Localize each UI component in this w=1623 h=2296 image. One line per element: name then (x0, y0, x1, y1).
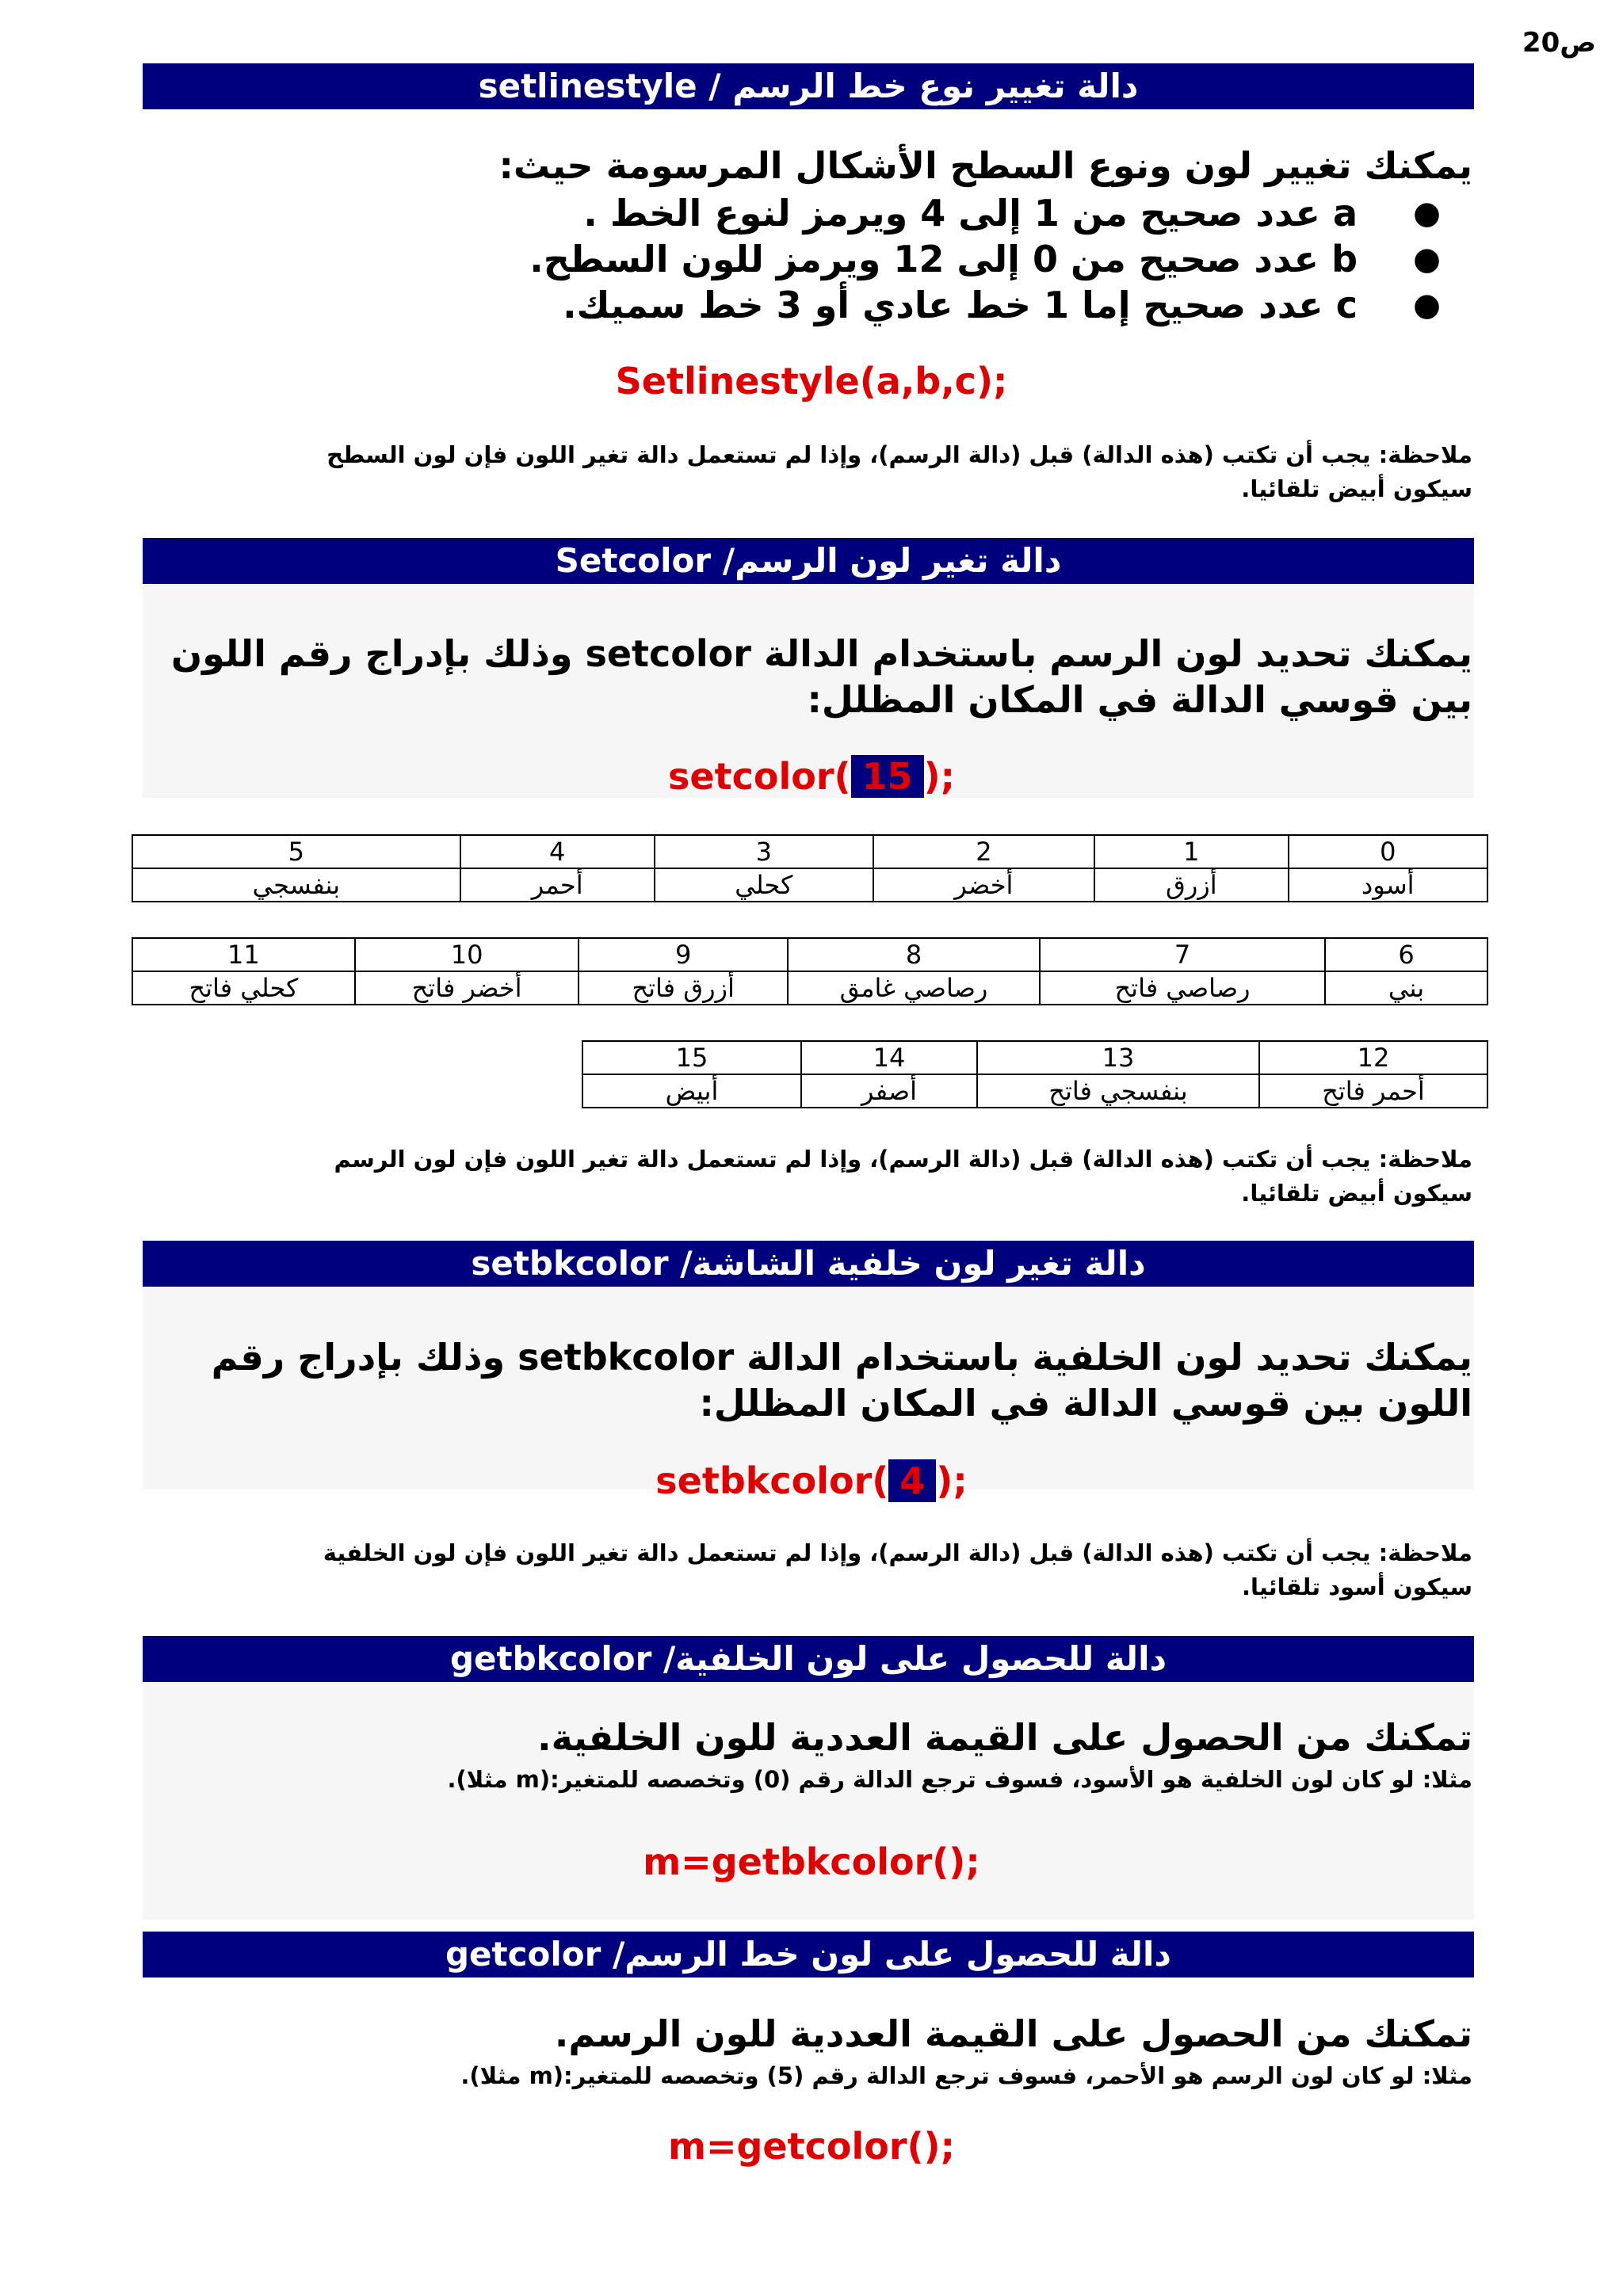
code-example: m=getcolor(); (668, 2125, 955, 2168)
highlighted-value: 15 (851, 755, 924, 798)
example-text: مثلا: لو كان لون الخلفية هو الأسود، فسوف ترجع الدالة رقم (0) وتخصصه للمتغير:(m مثلا). (447, 1766, 1472, 1793)
section-header-getbkcolor: دالة للحصول على لون الخلفية/ getbkcolor (143, 1636, 1474, 1682)
code-example: setbkcolor( 4 ); (655, 1459, 968, 1502)
parameter-list (529, 190, 1472, 328)
list-item: ● a عدد صحيح من 1 إلى 4 ويرمز لنوع الخط . (583, 192, 1441, 235)
table-row: بني رصاصي فاتح رصاصي غامق أزرق فاتح أخضر فاتح كحلي فاتح (132, 971, 1487, 1005)
section-header-setbkcolor: دالة تغير لون خلفية الشاشة/ setbkcolor (143, 1241, 1474, 1287)
table-row: 6 7 8 9 10 11 (132, 938, 1487, 971)
code-example: m=getbkcolor(); (643, 1840, 980, 1883)
section-header-setcolor: دالة تغير لون الرسم/ Setcolor (143, 538, 1474, 584)
code-example: setcolor( 15 ); (668, 755, 955, 798)
bullet-icon: ● (1413, 287, 1441, 323)
section-intro: يمكنك تغيير لون ونوع السطح الأشكال المرسومة حيث: (498, 144, 1472, 187)
example-text: مثلا: لو كان لون الرسم هو الأحمر، فسوف ترجع الدالة رقم (5) وتخصصه للمتغير:(m مثلا). (460, 2062, 1472, 2089)
table-row: 12 13 14 15 (582, 1041, 1487, 1074)
section-intro: يمكنك تحديد لون الرسم باستخدام الدالة setcolor وذلك بإدراج رقم اللون بين قوسي الدالة في المكان المظلل: (170, 632, 1472, 721)
color-table-3 (582, 1040, 1488, 1108)
section-intro: يمكنك تحديد لون الخلفية باستخدام الدالة setbkcolor وذلك بإدراج رقم اللون بين قوسي الدالة في المكان المظلل: (211, 1336, 1472, 1425)
bullet-icon: ● (1413, 241, 1441, 277)
table-row: أسود أزرق أخضر كحلي أحمر بنفسجي (132, 868, 1487, 902)
color-table-2 (132, 937, 1488, 1005)
color-table-1 (132, 834, 1488, 902)
list-item: ● c عدد صحيح إما 1 خط عادي أو 3 خط سميك. (563, 284, 1441, 326)
note-text: ملاحظة: يجب أن تكتب (هذه الدالة) قبل (دالة الرسم)، وإذا لم تستعمل دالة تغير اللون فإن لون السطح سيكون أبيض تلقائيا. (327, 441, 1472, 502)
code-example: Setlinestyle(a,b,c); (615, 360, 1008, 402)
table-row: 0 1 2 3 4 5 (132, 835, 1487, 868)
note-text: ملاحظة: يجب أن تكتب (هذه الدالة) قبل (دالة الرسم)، وإذا لم تستعمل دالة تغير اللون فإن لون الخلفية سيكون أسود تلقائيا. (323, 1539, 1472, 1600)
page-number: ص20 (1522, 27, 1596, 59)
section-header-getcolor: دالة للحصول على لون خط الرسم/ getcolor (143, 1932, 1474, 1978)
bullet-icon: ● (1413, 195, 1441, 231)
note-text: ملاحظة: يجب أن تكتب (هذه الدالة) قبل (دالة الرسم)، وإذا لم تستعمل دالة تغير اللون فإن لون الرسم سيكون أبيض تلقائيا. (334, 1146, 1472, 1207)
section-intro: تمكنك من الحصول على القيمة العددية للون الخلفية. (537, 1716, 1472, 1759)
highlighted-value: 4 (888, 1459, 936, 1502)
section-header-setlinestyle: دالة تغيير نوع خط الرسم / setlinestyle (143, 63, 1474, 109)
list-item: ● b عدد صحيح من 0 إلى 12 ويرمز للون السطح. (529, 238, 1441, 280)
section-intro: تمكنك من الحصول على القيمة العددية للون الرسم. (554, 2012, 1472, 2055)
table-row: أحمر فاتح بنفسجي فاتح أصفر أبيض (582, 1074, 1487, 1108)
